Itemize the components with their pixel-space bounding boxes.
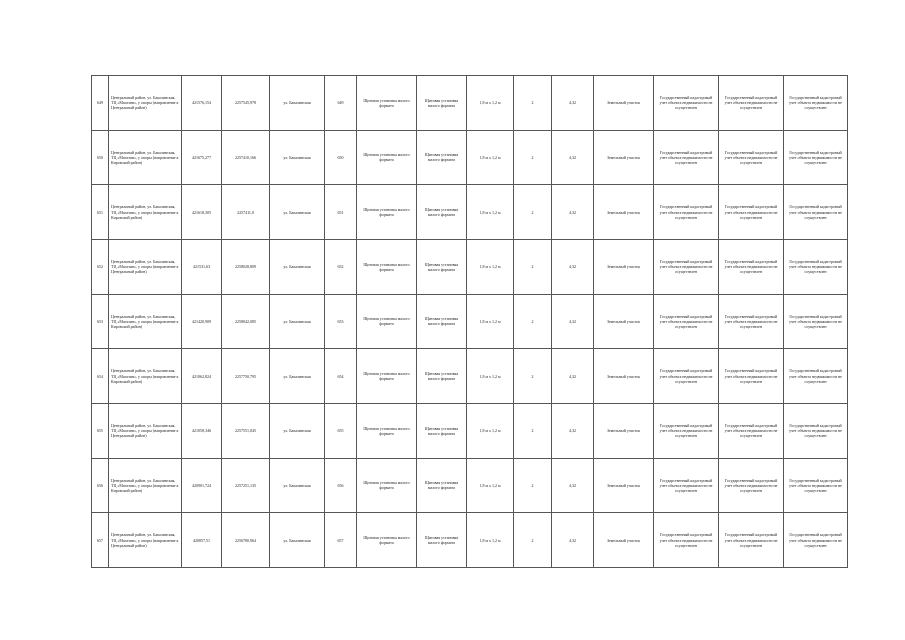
structure-id-cell: 653 [325,294,357,349]
sides-count-cell: 2 [514,349,552,404]
area-cell: 4,32 [552,130,594,185]
address-cell: Центральный район, ул. Бакалинская, ТЦ «Магазин», у опоры (направление к Кировский район) [109,185,182,240]
row-number-cell: 654 [92,349,109,404]
coordinate-y-cell: 2258028,809 [222,239,270,294]
sides-count-cell: 2 [514,458,552,513]
land-type-cell: Земельный участок [594,239,654,294]
table-row [92,513,848,568]
cadastral-status-1-cell: Государственный кадастровый учет объекта недвижимости не осуществлен [654,185,719,240]
cadastral-status-3-cell: Государственный кадастровый учет объекта недвижимости не осуществлен [784,349,848,404]
coordinate-y-cell: 2257545,978 [222,76,270,131]
table-row [92,76,848,131]
coordinate-x-cell: 421062,824 [182,349,222,404]
panel-size-cell: 1,8 м х 1,2 м [467,349,514,404]
table-row [92,403,848,458]
structure-type-cell: Щитовая установка малого формата [357,239,417,294]
street-cell: ул. Бакалинская [270,130,325,185]
coordinate-y-cell: 2257410,166 [222,130,270,185]
area-cell: 4,32 [552,294,594,349]
table-row [92,458,848,513]
structure-kind-cell: Щитовая установка малого формата [417,403,467,458]
area-cell: 4,32 [552,458,594,513]
land-type-cell: Земельный участок [594,458,654,513]
address-cell: Центральный район, ул. Бакалинская, ТЦ «Магазин», у опоры (направление к Центральный район) [109,403,182,458]
coordinate-x-cell: 421675,277 [182,130,222,185]
cadastral-status-2-cell: Государственный кадастровый учет объекта недвижимости не осуществлен [719,239,784,294]
sides-count-cell: 2 [514,239,552,294]
structure-kind-cell: Щитовая установка малого формата [417,239,467,294]
structure-type-cell: Щитовая установка малого формата [357,403,417,458]
coordinate-x-cell: 421576,154 [182,76,222,131]
structure-id-cell: 652 [325,239,357,294]
cadastral-status-2-cell: Государственный кадастровый учет объекта недвижимости не осуществлен [719,130,784,185]
table-row [92,294,848,349]
cadastral-status-1-cell: Государственный кадастровый учет объекта недвижимости не осуществлен [654,349,719,404]
street-cell: ул. Бакалинская [270,458,325,513]
structure-type-cell: Щитовая установка малого формата [357,349,417,404]
coordinate-y-cell: 2258042,085 [222,294,270,349]
row-number-cell: 655 [92,403,109,458]
address-cell: Центральный район, ул. Бакалинская, ТЦ «Магазин», у опоры (направление к Центральный район) [109,239,182,294]
address-cell: Центральный район, ул. Бакалинская, ТЦ «Магазин», у опоры (направление к Кировский район) [109,130,182,185]
street-cell: ул. Бакалинская [270,185,325,240]
structure-kind-cell: Щитовая установка малого формата [417,294,467,349]
table-row [92,130,848,185]
table-row [92,349,848,404]
cadastral-status-3-cell: Государственный кадастровый учет объекта недвижимости не осуществлен [784,76,848,131]
coordinate-y-cell: 2257750,795 [222,349,270,404]
row-number-cell: 656 [92,458,109,513]
cadastral-status-2-cell: Государственный кадастровый учет объекта недвижимости не осуществлен [719,403,784,458]
cadastral-status-3-cell: Государственный кадастровый учет объекта недвижимости не осуществлен [784,130,848,185]
structure-kind-cell: Щитовая установка малого формата [417,76,467,131]
area-cell: 4,32 [552,403,594,458]
area-cell: 4,32 [552,513,594,568]
land-type-cell: Земельный участок [594,185,654,240]
street-cell: ул. Бакалинская [270,239,325,294]
table-row [92,185,848,240]
panel-size-cell: 1,8 м х 1,2 м [467,239,514,294]
cadastral-status-3-cell: Государственный кадастровый учет объекта недвижимости не осуществлен [784,185,848,240]
land-type-cell: Земельный участок [594,130,654,185]
cadastral-status-3-cell: Государственный кадастровый учет объекта недвижимости не осуществлен [784,513,848,568]
cadastral-status-2-cell: Государственный кадастровый учет объекта недвижимости не осуществлен [719,185,784,240]
sides-count-cell: 2 [514,513,552,568]
cadastral-status-1-cell: Государственный кадастровый учет объекта недвижимости не осуществлен [654,513,719,568]
structure-kind-cell: Щитовая установка малого формата [417,513,467,568]
sides-count-cell: 2 [514,76,552,131]
structure-id-cell: 654 [325,349,357,404]
row-number-cell: 652 [92,239,109,294]
panel-size-cell: 1,8 м х 1,2 м [467,185,514,240]
address-cell: Центральный район, ул. Бакалинская, ТЦ «Магазин», у опоры (направление к Кировский район) [109,294,182,349]
structure-kind-cell: Щитовая установка малого формата [417,185,467,240]
row-number-cell: 651 [92,185,109,240]
structure-type-cell: Щитовая установка малого формата [357,76,417,131]
street-cell: ул. Бакалинская [270,294,325,349]
cadastral-status-1-cell: Государственный кадастровый учет объекта недвижимости не осуществлен [654,403,719,458]
cadastral-status-1-cell: Государственный кадастровый учет объекта недвижимости не осуществлен [654,458,719,513]
cadastral-status-1-cell: Государственный кадастровый учет объекта недвижимости не осуществлен [654,239,719,294]
sides-count-cell: 2 [514,294,552,349]
row-number-cell: 649 [92,76,109,131]
registry-table [91,75,848,568]
table-row [92,239,848,294]
cadastral-status-1-cell: Государственный кадастровый учет объекта недвижимости не осуществлен [654,130,719,185]
cadastral-status-2-cell: Государственный кадастровый учет объекта недвижимости не осуществлен [719,76,784,131]
row-number-cell: 657 [92,513,109,568]
cadastral-status-3-cell: Государственный кадастровый учет объекта недвижимости не осуществлен [784,239,848,294]
cadastral-status-2-cell: Государственный кадастровый учет объекта недвижимости не осуществлен [719,294,784,349]
land-type-cell: Земельный участок [594,513,654,568]
sides-count-cell: 2 [514,130,552,185]
cadastral-status-3-cell: Государственный кадастровый учет объекта недвижимости не осуществлен [784,294,848,349]
address-cell: Центральный район, ул. Бакалинская, ТЦ «Магазин», у опоры (направление к Кировский район) [109,349,182,404]
coordinate-y-cell: 2257251,135 [222,458,270,513]
coordinate-x-cell: 421420,909 [182,294,222,349]
panel-size-cell: 1,8 м х 1,2 м [467,130,514,185]
structure-id-cell: 650 [325,130,357,185]
street-cell: ул. Бакалинская [270,349,325,404]
address-cell: Центральный район, ул. Бакалинская, ТЦ «Магазин», у опоры (направление к Центральный район) [109,76,182,131]
coordinate-y-cell: 2257411,0 [222,185,270,240]
panel-size-cell: 1,8 м х 1,2 м [467,294,514,349]
structure-kind-cell: Щитовая установка малого формата [417,130,467,185]
sides-count-cell: 2 [514,185,552,240]
cadastral-status-1-cell: Государственный кадастровый учет объекта недвижимости не осуществлен [654,294,719,349]
panel-size-cell: 1,8 м х 1,2 м [467,458,514,513]
coordinate-y-cell: 2257551,045 [222,403,270,458]
area-cell: 4,32 [552,76,594,131]
coordinate-x-cell: 420857,51 [182,513,222,568]
registry-rows [92,76,848,568]
land-type-cell: Земельный участок [594,294,654,349]
panel-size-cell: 1,8 м х 1,2 м [467,76,514,131]
structure-id-cell: 656 [325,458,357,513]
panel-size-cell: 1,8 м х 1,2 м [467,513,514,568]
coordinate-x-cell: 420901,724 [182,458,222,513]
structure-kind-cell: Щитовая установка малого формата [417,458,467,513]
land-type-cell: Земельный участок [594,76,654,131]
structure-kind-cell: Щитовая установка малого формата [417,349,467,404]
structure-type-cell: Щитовая установка малого формата [357,513,417,568]
structure-type-cell: Щитовая установка малого формата [357,130,417,185]
coordinate-y-cell: 2256780,964 [222,513,270,568]
structure-id-cell: 649 [325,76,357,131]
coordinate-x-cell: 421618,305 [182,185,222,240]
structure-type-cell: Щитовая установка малого формата [357,185,417,240]
street-cell: ул. Бакалинская [270,513,325,568]
street-cell: ул. Бакалинская [270,76,325,131]
coordinate-x-cell: 421531,63 [182,239,222,294]
cadastral-status-2-cell: Государственный кадастровый учет объекта недвижимости не осуществлен [719,349,784,404]
land-type-cell: Земельный участок [594,403,654,458]
street-cell: ул. Бакалинская [270,403,325,458]
land-type-cell: Земельный участок [594,349,654,404]
cadastral-status-2-cell: Государственный кадастровый учет объекта недвижимости не осуществлен [719,458,784,513]
address-cell: Центральный район, ул. Бакалинская, ТЦ «Магазин», у опоры (направление к Центральный район) [109,513,182,568]
area-cell: 4,32 [552,349,594,404]
structure-id-cell: 657 [325,513,357,568]
area-cell: 4,32 [552,239,594,294]
structure-type-cell: Щитовая установка малого формата [357,458,417,513]
structure-type-cell: Щитовая установка малого формата [357,294,417,349]
cadastral-status-3-cell: Государственный кадастровый учет объекта недвижимости не осуществлен [784,458,848,513]
sides-count-cell: 2 [514,403,552,458]
structure-id-cell: 651 [325,185,357,240]
structure-id-cell: 655 [325,403,357,458]
cadastral-status-3-cell: Государственный кадастровый учет объекта недвижимости не осуществлен [784,403,848,458]
row-number-cell: 653 [92,294,109,349]
area-cell: 4,32 [552,185,594,240]
panel-size-cell: 1,8 м х 1,2 м [467,403,514,458]
coordinate-x-cell: 421058,346 [182,403,222,458]
cadastral-status-2-cell: Государственный кадастровый учет объекта недвижимости не осуществлен [719,513,784,568]
row-number-cell: 650 [92,130,109,185]
cadastral-status-1-cell: Государственный кадастровый учет объекта недвижимости не осуществлен [654,76,719,131]
address-cell: Центральный район, ул. Бакалинская, ТЦ «Магазин», у опоры (направление к Кировский район) [109,458,182,513]
